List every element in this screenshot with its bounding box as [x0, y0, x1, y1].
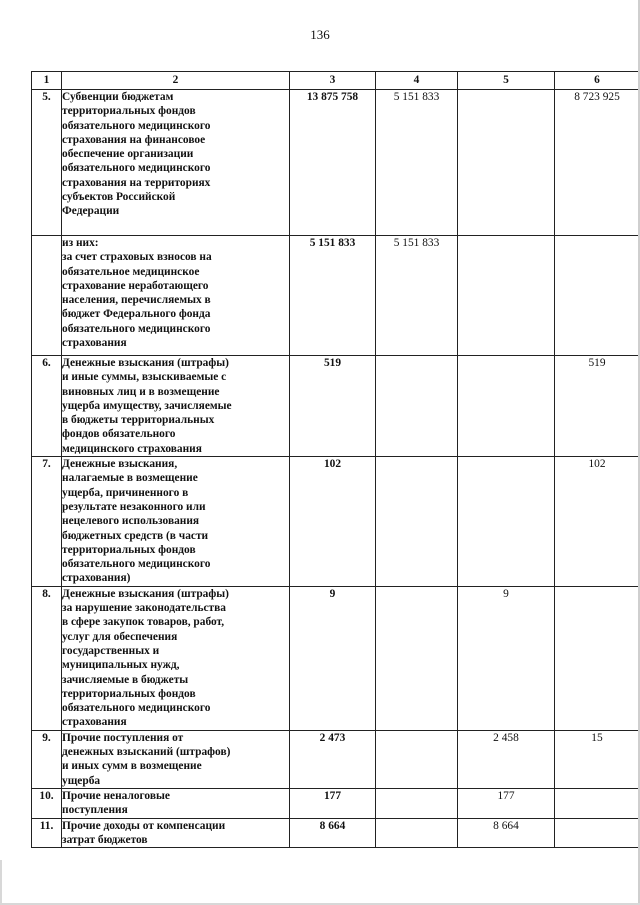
cell-col-3: 177: [290, 788, 376, 818]
cell-col-4: [376, 586, 458, 730]
row-number: 8.: [32, 586, 62, 730]
table-header-row: [32, 72, 640, 90]
row-name-line: бюджетных средств (в части: [62, 529, 209, 542]
row-number: 5.: [32, 90, 62, 236]
cell-col-5: [458, 457, 555, 587]
row-name: [62, 730, 290, 788]
cell-col-6: 8 723 925: [555, 90, 640, 236]
row-name-line: обязательного медицинского: [62, 119, 211, 132]
cell-col-5: 2 458: [458, 730, 555, 788]
row-name-line: затрат бюджетов: [62, 833, 148, 846]
cell-col-6: 102: [555, 457, 640, 587]
table-row: [32, 730, 640, 788]
row-name-line: Прочие доходы от компенсации: [62, 819, 226, 832]
cell-col-5: [458, 90, 555, 236]
table-row: [32, 818, 640, 848]
row-name-line: фондов обязательного: [62, 428, 176, 441]
row-name-line: и иные суммы, взыскиваемые с: [62, 371, 227, 384]
col-header-4: 4: [376, 72, 458, 90]
row-name-line: за счет страховых взносов на: [62, 251, 212, 264]
row-name-line: бюджет Федерального фонда: [62, 308, 211, 321]
table-row: [32, 457, 640, 587]
row-number: 9.: [32, 730, 62, 788]
row-name-line: за нарушение законодательства: [62, 602, 226, 615]
row-name-line: обязательного медицинского: [62, 322, 211, 335]
row-name: [62, 236, 290, 356]
col-header-2: 2: [62, 72, 290, 90]
cell-col-4: [376, 818, 458, 848]
table-row: [32, 90, 640, 236]
row-name-line: зачисляемые в бюджеты: [62, 673, 189, 686]
table-row: [32, 236, 640, 356]
cell-col-6: [555, 586, 640, 730]
row-name: [62, 818, 290, 848]
cell-col-4: [376, 730, 458, 788]
row-name-line: страхования): [62, 572, 131, 585]
row-name-line: страхование неработающего: [62, 279, 209, 292]
table-row: [32, 788, 640, 818]
page-number: 136: [310, 27, 330, 42]
cell-col-4: 5 151 833: [376, 236, 458, 356]
row-name-line: Денежные взыскания (штрафы): [62, 357, 229, 369]
row-name-line: и иных сумм в возмещение: [62, 760, 202, 773]
row-name: [62, 788, 290, 818]
row-name-line: страхования на территориях: [62, 176, 211, 189]
row-name-line: Денежные взыскания,: [62, 458, 178, 471]
col-header-5: 5: [458, 72, 555, 90]
cell-col-5: [458, 236, 555, 356]
row-name: [62, 586, 290, 730]
row-name-line: виновных лиц и в возмещение: [62, 385, 220, 398]
row-name-line: денежных взысканий (штрафов): [62, 746, 231, 759]
cell-col-3: 9: [290, 586, 376, 730]
row-number: 6.: [32, 356, 62, 457]
row-name-line: ущерба имуществу, зачисляемые: [62, 399, 232, 412]
row-name-line: поступления: [62, 804, 128, 817]
row-name-line: территориальных фондов: [62, 105, 196, 118]
row-name-line: страхования на финансовое: [62, 133, 206, 146]
row-name-line: страхования: [62, 716, 127, 729]
row-name-line: обязательное медицинское: [62, 265, 200, 278]
row-name-line: Прочие поступления от: [62, 731, 184, 744]
row-name: [62, 90, 290, 236]
col-header-1: 1: [32, 72, 62, 90]
row-name-line: населения, перечисляемых в: [62, 294, 211, 307]
row-name-line: в сфере закупок товаров, работ,: [62, 616, 225, 629]
table-row: [32, 356, 640, 457]
cell-col-5: [458, 356, 555, 457]
table-body: [32, 90, 640, 848]
row-name-line: нецелевого использования: [62, 515, 200, 528]
row-name-line: медицинского страхования: [62, 442, 202, 455]
col-header-6: 6: [555, 72, 640, 90]
cell-col-6: [555, 818, 640, 848]
row-name-line: из них:: [62, 237, 99, 249]
cell-col-3: 13 875 758: [290, 90, 376, 236]
cell-col-3: 519: [290, 356, 376, 457]
row-name-line: в бюджеты территориальных: [62, 414, 215, 427]
cell-col-4: 5 151 833: [376, 90, 458, 236]
table-row: [32, 586, 640, 730]
row-name-line: обеспечение организации: [62, 148, 194, 161]
row-name-line: налагаемые в возмещение: [62, 472, 198, 485]
row-name-line: Прочие неналоговые: [62, 789, 170, 802]
cell-col-6: [555, 788, 640, 818]
row-name-line: территориальных фондов: [62, 687, 196, 700]
row-name-line: страхования: [62, 337, 127, 350]
row-name-line: обязательного медицинского: [62, 162, 211, 175]
row-number: 11.: [32, 818, 62, 848]
row-name-line: обязательного медицинского: [62, 558, 211, 571]
cell-col-5: 9: [458, 586, 555, 730]
row-name-line: результате незаконного или: [62, 500, 206, 513]
row-name-line: муниципальных нужд,: [62, 659, 180, 672]
cell-col-3: 102: [290, 457, 376, 587]
row-name: [62, 356, 290, 457]
cell-col-4: [376, 788, 458, 818]
row-number: 10.: [32, 788, 62, 818]
row-name-line: государственных и: [62, 644, 160, 657]
row-name-line: субъектов Российской: [62, 191, 176, 204]
row-name-line: территориальных фондов: [62, 543, 196, 556]
row-name-line: услуг для обеспечения: [62, 630, 178, 643]
row-name: [62, 457, 290, 587]
row-name-line: Субвенции бюджетам: [62, 91, 174, 103]
row-name-line: Федерации: [62, 205, 120, 218]
row-name-line: ущерба: [62, 774, 101, 787]
col-header-3: 3: [290, 72, 376, 90]
row-number: 7.: [32, 457, 62, 587]
row-name-line: обязательного медицинского: [62, 702, 211, 715]
cell-col-3: 2 473: [290, 730, 376, 788]
scan-edge-left: [0, 860, 2, 905]
cell-col-4: [376, 457, 458, 587]
cell-col-4: [376, 356, 458, 457]
cell-col-3: 5 151 833: [290, 236, 376, 356]
cell-col-3: 8 664: [290, 818, 376, 848]
revenue-table: [31, 71, 640, 848]
cell-col-5: 8 664: [458, 818, 555, 848]
cell-col-6: 15: [555, 730, 640, 788]
cell-col-5: 177: [458, 788, 555, 818]
row-number: [32, 236, 62, 356]
cell-col-6: [555, 236, 640, 356]
row-name-line: ущерба, причиненного в: [62, 486, 189, 499]
row-name-line: Денежные взыскания (штрафы): [62, 587, 229, 600]
cell-col-6: 519: [555, 356, 640, 457]
